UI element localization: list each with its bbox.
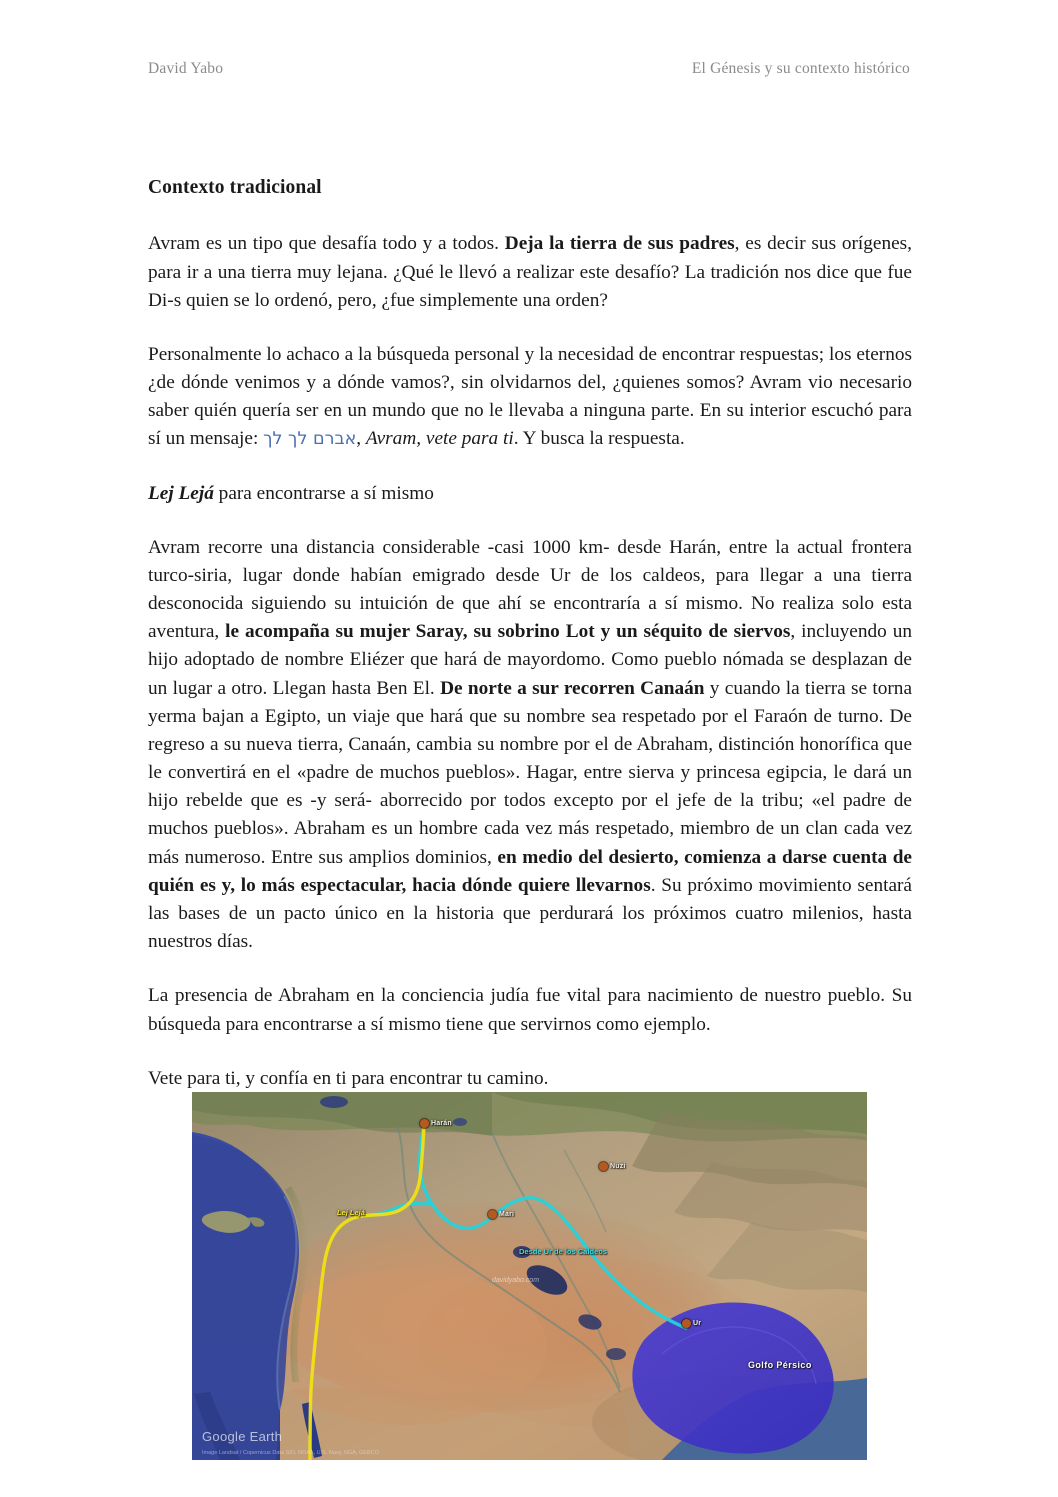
text-run: para encontrarse a sí mismo [213,482,434,504]
text-run: Vete para ti, y confía en ti para encontrar tu camino. [148,1067,549,1089]
text-run: Avram es un tipo que desafía todo y a todos. [148,233,505,255]
map-label-haran: Harán [431,1120,452,1127]
text-run: , [356,428,366,450]
paragraph-3-subheading [148,480,912,508]
emphasis-bold: De norte a sur recorren Canaán [440,677,705,699]
text-run: . Y busca la respuesta. [513,428,685,450]
google-earth-logo: Google Earth [202,1429,283,1444]
map-figure [192,1092,867,1460]
page-title: Contexto tradicional [148,177,322,198]
document-header [148,60,910,78]
paragraph-5 [148,982,912,1038]
text-run: . Su próximo movimiento sentará las bases de un pacto único en la historia que perdurará los próximos cuatro milenios, hasta nuestros días. [148,874,912,953]
header-title: El Génesis y su contexto histórico [691,60,910,77]
hebrew-phrase: אברם לך לך [263,429,357,450]
emphasis-bold: en medio del desierto, comienza a darse cuenta de quién es y, lo más espectacular, hacia dónde quiere llevarnos [148,846,912,896]
map-route-label-desde-ur: Desde Ur de los Caldeos [519,1247,607,1256]
emphasis-bold: Deja la tierra de sus padres [504,233,735,255]
text-run: y cuando la tierra se torna yerma bajan a Egipto, un viaje que hará que su nombre sea respetado por el Faraón de turno. De regreso a su nueva tierra, Canaán, cambia su nombre por el de Abraham, distinción honorífica que le convertirá en el «padre de muchos pueblos». Hagar, entre sierva y princesa egipcia, le dará un hijo rebelde que es -y será- aborrecido por todos excepto por el jefe de la tribu; «el padre de muchos pueblos». Abraham es un hombre cada vez más respetado, miembro de un clan cada vez más numeroso. Entre sus amplios dominios, [148,677,913,868]
map-label-ur: Ur [693,1320,702,1327]
emphasis-bold: le acompaña su mujer Saray, su sobrino Lot y un séquito de siervos [225,621,791,643]
map-label-nuzi: Nuzi [610,1163,626,1170]
text-run: Personalmente lo achaco a la búsqueda personal y la necesidad de encontrar respuestas; los eternos ¿de dónde venimos y a dónde vamos?, sin olvidarnos del, ¿quienes somos? Avram vio necesario saber quién quería ser en un mundo que no le llevaba a ninguna parte. En su interior escuchó para sí un mensaje: [148,343,912,450]
emphasis-italic: Avram, vete para ti [365,428,514,450]
map-attribution-credit: Image Landsat / Copernicus Data SIO, NOAA, U.S. Navy, NGA, GEBCO [202,1449,379,1456]
paragraph-6 [148,1065,912,1093]
document-body [148,176,912,1093]
map-label-mari: Mari [499,1211,515,1218]
map-route-label-lej-leja: Lej Lejá [337,1208,365,1217]
paragraph-4 [148,534,912,957]
map-watermark-site: davidyabo.com [492,1277,540,1284]
text-run: , incluyendo un hijo adoptado de nombre Eliézer que hará de mayordomo. Como pueblo nómada se desplazan de un lugar a otro. Llegan hasta Ben El. [148,621,912,699]
emphasis-bold-italic: Lej Lejá [148,482,214,504]
text-run: Avram recorre una distancia considerable -casi 1000 km- desde Harán, entre la actual frontera turco-siria, lugar donde habían emigrado desde Ur de los caldeos, para llegar a una tierra desconocida siguiendo su intuición de que ahí se encontraría a sí mismo. No realiza solo esta aventura, [148,536,912,643]
paragraph-1 [148,230,912,315]
map-label-golfo-persico: Golfo Pérsico [748,1360,812,1370]
header-author: David Yabo [148,60,224,77]
paragraph-2 [148,341,912,454]
text-run: , es decir sus orígenes, para ir a una tierra muy lejana. ¿Qué le llevó a realizar este desafío? La tradición nos dice que fue Di-s quien se lo ordenó, pero, ¿fue simplemente una orden? [148,233,912,311]
text-run: La presencia de Abraham en la conciencia judía fue vital para nacimiento de nuestro pueblo. Su búsqueda para encontrarse a sí mismo tiene que servirnos como ejemplo. [148,985,912,1035]
satellite-map-image [192,1092,867,1460]
